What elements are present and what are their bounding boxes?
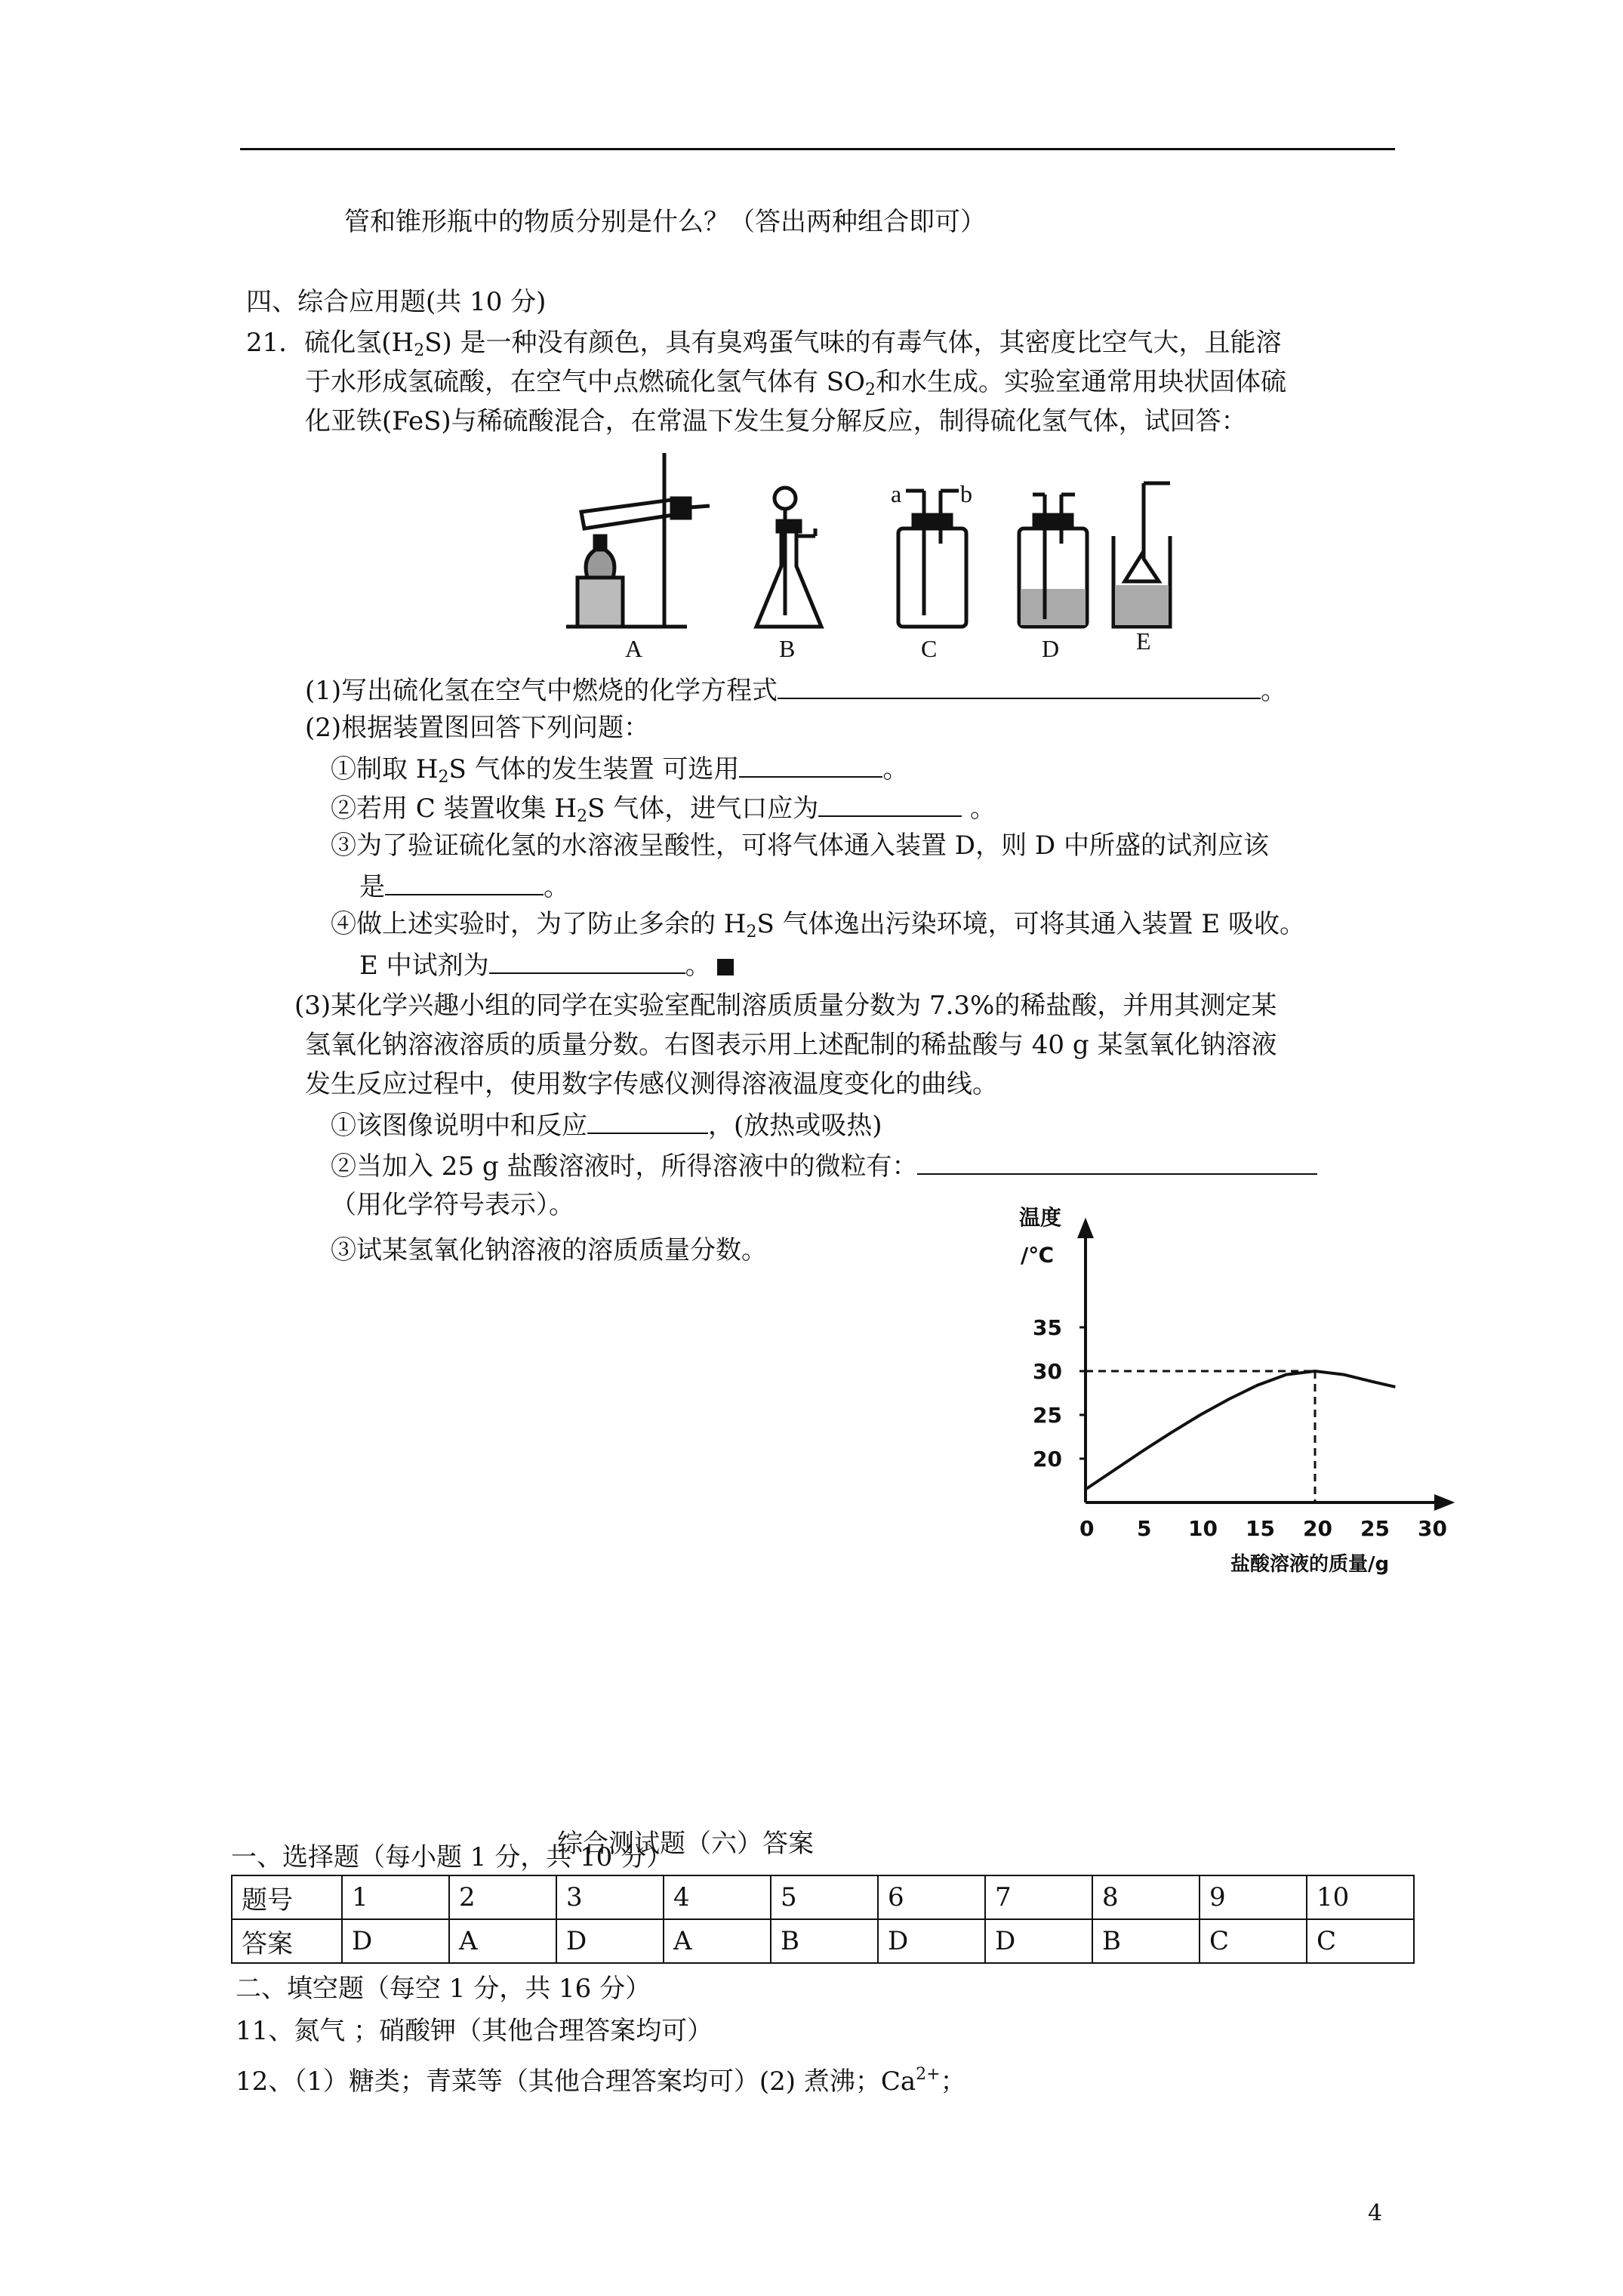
x-tick-label: 10 — [1188, 1516, 1218, 1541]
part3-q2-note: （用化学符号表示）。 — [331, 1190, 574, 1220]
x-tick-label: 25 — [1360, 1516, 1390, 1541]
part2-q1: ①制取 $H_2S$ 气体的发生装置 可选用 。 — [331, 750, 908, 794]
table-cell: 5 — [771, 1875, 878, 1919]
table-cell: C — [1307, 1919, 1414, 1963]
x-tick-label: 0 — [1079, 1516, 1095, 1541]
chart-ylabel-line1: 温度 — [1019, 1205, 1062, 1230]
x-tick-label: 5 — [1137, 1516, 1152, 1541]
part3-q3: ③试某氢氧化钠溶液的溶质质量分数。 — [331, 1235, 767, 1265]
part3-line2: 氢氧化钠溶液溶质的质量分数。右图表示用上述配制的稀盐酸与 40 g 某氢氧化钠溶液 — [305, 1030, 1277, 1060]
apparatus-label-e: E — [1136, 627, 1151, 655]
chart-xlabel: 盐酸溶液的质量/g — [1230, 1553, 1390, 1576]
answer-table — [231, 1875, 1415, 1964]
y-tick-label: 20 — [1033, 1447, 1062, 1472]
table-cell: D — [985, 1919, 1092, 1963]
part3-q1: ①该图像说明中和反应 ，(放热或吸热) — [331, 1107, 882, 1142]
answer-table-row-choices — [232, 1919, 1414, 1963]
table-cell: 3 — [556, 1875, 664, 1919]
answer-11: 11、氮气 ；硝酸钾（其他合理答案均可） — [236, 2016, 713, 2046]
q21-line1: 21．硫化氢$(H_2S)$ 是一种没有颜色，具有臭鸡蛋气味的有毒气体，其密度比空气大，且能溶 — [246, 328, 1282, 360]
apparatus-b — [756, 488, 821, 627]
continuation-line: 管和锥形瓶中的物质分别是什么？（答出两种组合即可） — [344, 207, 986, 237]
table-cell: C — [1200, 1919, 1307, 1963]
table-cell: D — [878, 1919, 985, 1963]
q21-line2: 于水形成氢硫酸，在空气中点燃硫化氢气体有 $SO_2$和水生成。实验室通常用块状固体硫 — [305, 367, 1286, 399]
x-tick-label: 15 — [1246, 1516, 1275, 1541]
apparatus-e — [1113, 483, 1170, 627]
page-number: 4 — [1368, 2200, 1383, 2227]
part1-question: (1)写出硫化氢在空气中燃烧的化学方程式 。 — [305, 672, 1286, 707]
answer-blank-2-2[interactable] — [818, 790, 962, 817]
answers-part2: 二、填空题（每空 1 分，共 16 分） — [236, 1974, 651, 2004]
y-tick-label: 25 — [1033, 1403, 1062, 1428]
y-tick-label: 30 — [1033, 1359, 1062, 1384]
answers-title: 综合测试题（六）答案 — [557, 1829, 814, 1859]
x-tick-label: 20 — [1303, 1516, 1332, 1541]
port-label-b: b — [960, 480, 972, 507]
part2-q4-line1: ④做上述实验时，为了防止多余的 $H_2S$ 气体逸出污染环境，可将其通入装置 E 吸收。 — [331, 909, 1306, 942]
q21-line3: 化亚铁(FeS)与稀硫酸混合，在常温下发生复分解反应，制得硫化氢气体，试回答： — [305, 406, 1247, 436]
answer-table-row-numbers — [232, 1875, 1414, 1919]
table-cell: 2 — [449, 1875, 556, 1919]
table-cell: A — [449, 1919, 556, 1963]
apparatus-a — [566, 453, 710, 627]
table-cell: D — [342, 1919, 449, 1963]
table-cell: 10 — [1307, 1875, 1414, 1919]
answer-blank-3-2[interactable] — [917, 1148, 1317, 1175]
row-label-numbers: 题号 — [232, 1875, 342, 1919]
apparatus-figure — [559, 445, 1178, 664]
answers-part1: 一、选择题（每小题 1 分，共 10 分） — [231, 1842, 673, 1872]
apparatus-c — [898, 491, 966, 627]
apparatus-label-a: A — [625, 635, 643, 662]
part2-q4-line2: E 中试剂为 。 — [359, 947, 734, 982]
answer-blank-2-1[interactable] — [739, 750, 882, 778]
part2-title: (2)根据装置图回答下列问题： — [305, 713, 650, 743]
table-cell: 7 — [985, 1875, 1092, 1919]
chart-ylabel-line2: /℃ — [1021, 1243, 1055, 1268]
apparatus-label-c: C — [921, 635, 938, 662]
table-cell: 9 — [1200, 1875, 1307, 1919]
y-tick-label: 35 — [1033, 1315, 1062, 1340]
answer-blank-3-1[interactable] — [587, 1107, 708, 1134]
answer-blank-2-3[interactable] — [385, 868, 544, 895]
row-label-answers: 答案 — [232, 1919, 342, 1963]
table-cell: B — [1092, 1919, 1200, 1963]
header-rule — [240, 148, 1395, 150]
part3-q2: ②当加入 25 g 盐酸溶液时，所得溶液中的微粒有： — [331, 1148, 1317, 1183]
table-cell: D — [556, 1919, 664, 1963]
table-cell: 1 — [342, 1875, 449, 1919]
answer-12: 12、（1）糖类；青菜等（其他合理答案均可）(2) 煮沸；$Ca^{2+}$； — [236, 2065, 966, 2097]
section-4-title: 四、综合应用题(共 10 分) — [246, 287, 547, 317]
apparatus-label-d: D — [1042, 635, 1060, 662]
table-cell: 8 — [1092, 1875, 1200, 1919]
part3-line3: 发生反应过程中，使用数字传感仪测得溶液温度变化的曲线。 — [305, 1069, 998, 1099]
temperature-chart — [996, 1200, 1495, 1593]
table-cell: 4 — [664, 1875, 771, 1919]
apparatus-label-b: B — [779, 635, 796, 662]
apparatus-d — [1019, 495, 1087, 627]
y-axis-arrow — [1079, 1222, 1092, 1237]
part3-line1: (3)某化学兴趣小组的同学在实验室配制溶质质量分数为 7.3%的稀盐酸，并用其测定某 — [294, 991, 1277, 1021]
part2-q3-line2: 是 。 — [359, 868, 569, 904]
table-cell: A — [664, 1919, 771, 1963]
part2-q3-line1: ③为了验证硫化氢的水溶液呈酸性，可将气体通入装置 D，则 D 中所盛的试剂应该 — [331, 831, 1269, 861]
x-tick-label: 30 — [1418, 1516, 1447, 1541]
port-label-a: a — [891, 480, 902, 507]
table-cell: B — [771, 1919, 878, 1963]
answer-blank-2-4[interactable] — [489, 947, 685, 974]
table-cell: 6 — [878, 1875, 985, 1919]
temperature-curve — [1086, 1371, 1395, 1490]
part2-q2: ②若用 C 装置收集 $H_2S$ 气体，进气口应为 。 — [331, 790, 996, 834]
x-axis-arrow — [1436, 1496, 1451, 1509]
answer-blank-1[interactable] — [778, 672, 1261, 699]
black-square-mark — [717, 959, 734, 975]
